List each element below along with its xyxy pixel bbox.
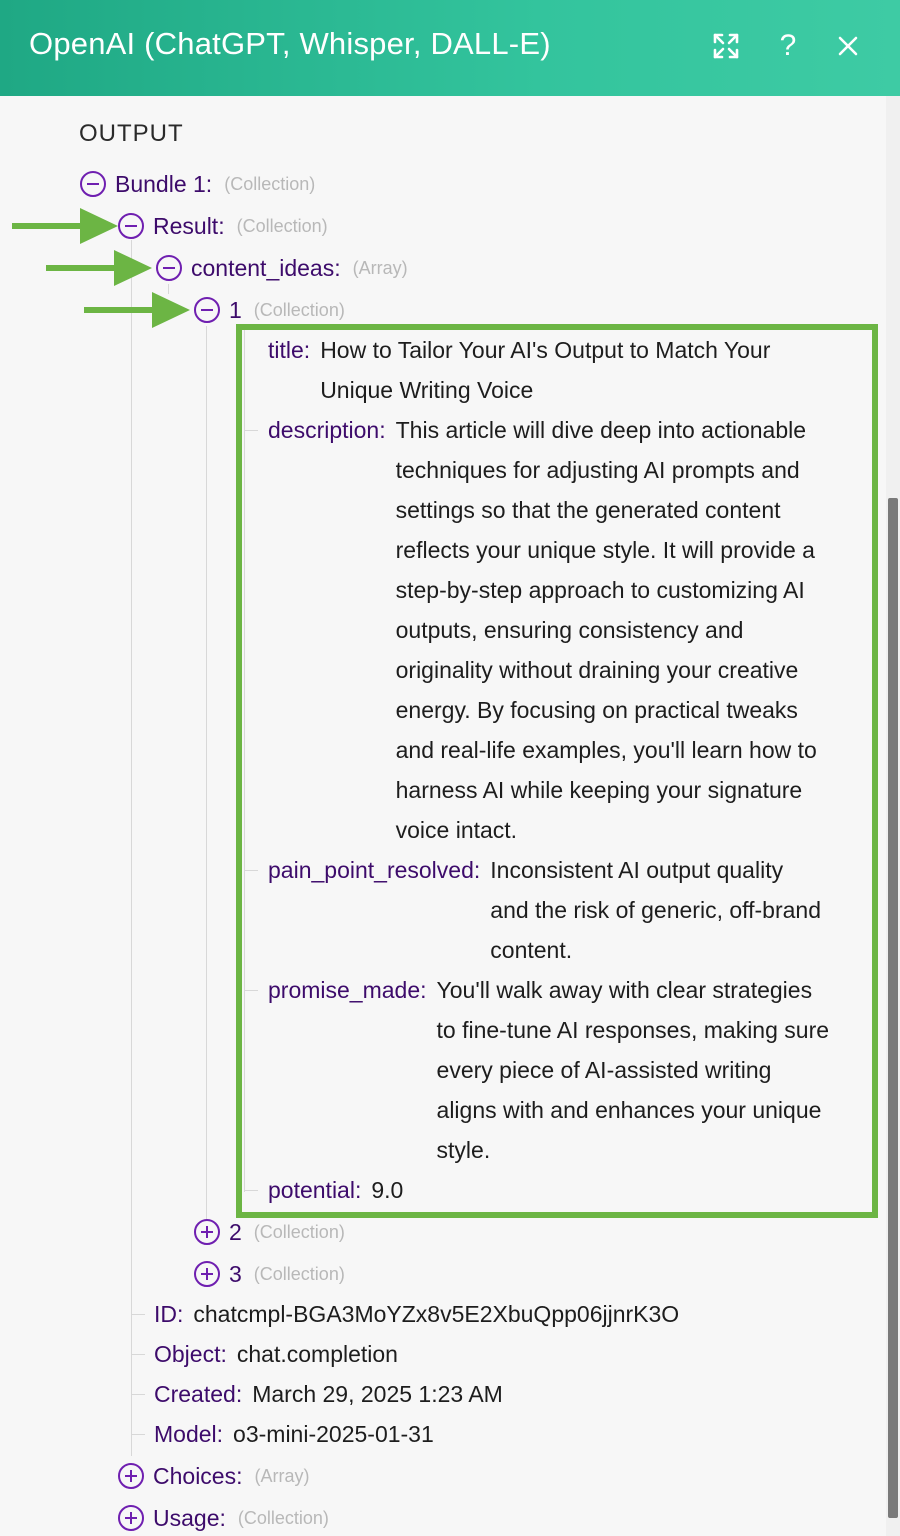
field-value: 9.0 (371, 1177, 404, 1203)
modal-header (0, 0, 900, 96)
field-key: promise_made: (268, 977, 427, 1003)
tree-node-item-3[interactable] (194, 1258, 345, 1290)
expand-arrows-icon (712, 32, 740, 60)
node-key: 2 (229, 1218, 242, 1245)
tree-line (131, 240, 132, 1456)
tree-node-content-ideas[interactable] (156, 252, 408, 284)
value-line: and the risk of generic, off-brand (490, 897, 821, 923)
collapse-circle-icon[interactable] (80, 171, 106, 197)
value-line: How to Tailor Your AI's Output to Match Your (320, 337, 771, 363)
node-key: 1 (229, 296, 242, 323)
plus-circle-icon[interactable] (118, 1463, 144, 1489)
value-line: settings so that the generated content (395, 497, 781, 523)
tree-node-choices[interactable] (118, 1460, 309, 1492)
node-type: (Collection) (236, 215, 328, 236)
field-created (154, 1378, 503, 1410)
node-type: (Collection) (253, 1221, 345, 1242)
value-line: every piece of AI-assisted writing (436, 1057, 772, 1083)
collapse-circle-icon[interactable] (118, 213, 144, 239)
field-key: title: (268, 337, 311, 363)
value-line: style. (436, 1137, 491, 1163)
node-type: (Collection) (237, 1507, 329, 1528)
node-type: (Array) (254, 1465, 310, 1486)
tree-node-bundle-1[interactable] (80, 168, 315, 200)
field-key: pain_point_resolved: (268, 857, 481, 883)
value-line: Inconsistent AI output quality (490, 857, 784, 883)
value-line: harness AI while keeping your signature (395, 777, 803, 803)
value-line: You'll walk away with clear strategies (436, 977, 813, 1003)
annotation-arrow-icon (84, 290, 192, 330)
help-button[interactable] (768, 24, 808, 68)
value-line: and real-life examples, you'll learn how to (395, 737, 817, 763)
value-line: originality without draining your creative (395, 657, 799, 683)
value-line: outputs, ensuring consistency and (395, 617, 744, 643)
field-key: potential: (268, 1177, 362, 1203)
plus-circle-icon[interactable] (194, 1261, 220, 1287)
annotation-arrow-icon (46, 248, 154, 288)
node-type: (Collection) (224, 173, 316, 194)
tree-node-usage[interactable] (118, 1502, 329, 1534)
field-model (154, 1418, 434, 1450)
node-key: 3 (229, 1260, 242, 1287)
expand-button[interactable] (706, 24, 746, 68)
output-section-label: OUTPUT (79, 120, 184, 147)
value-line: content. (490, 937, 573, 963)
collapse-circle-icon[interactable] (156, 255, 182, 281)
tree-line (206, 326, 207, 1220)
tree-line (131, 1394, 145, 1395)
value-line: step-by-step approach to customizing AI (395, 577, 805, 603)
help-icon: ? (779, 29, 797, 62)
field-value: o3-mini-2025-01-31 (233, 1420, 434, 1447)
tree-node-item-1[interactable] (194, 294, 345, 326)
value-line: energy. By focusing on practical tweaks (395, 697, 798, 723)
scrollbar-thumb[interactable] (888, 498, 898, 1518)
tree-line (131, 1354, 145, 1355)
node-key: Bundle 1: (115, 170, 213, 197)
value-line: reflects your unique style. It will provide a (395, 537, 815, 563)
node-key: Choices: (153, 1462, 243, 1489)
value-line: This article will dive deep into actionable (395, 417, 807, 443)
field-value: March 29, 2025 1:23 AM (252, 1380, 503, 1407)
value-line: Unique Writing Voice (320, 377, 534, 403)
field-key: Created: (154, 1380, 243, 1407)
field-key: Object: (154, 1340, 227, 1367)
close-button[interactable] (828, 24, 868, 68)
field-key: description: (268, 417, 386, 443)
tree-line (131, 1434, 145, 1435)
close-icon (837, 35, 859, 57)
plus-circle-icon[interactable] (194, 1219, 220, 1245)
tree-node-result[interactable] (118, 210, 328, 242)
tree-node-item-2[interactable] (194, 1216, 345, 1248)
node-key: Usage: (153, 1504, 226, 1531)
highlight-box (236, 324, 878, 1218)
node-key: content_ideas: (191, 254, 341, 281)
tree-line (131, 1314, 145, 1315)
node-key: Result: (153, 212, 225, 239)
node-type: (Array) (352, 257, 408, 278)
field-value: chat.completion (236, 1340, 398, 1367)
value-line: techniques for adjusting AI prompts and (395, 457, 800, 483)
field-value: chatcmpl-BGA3MoYZx8v5E2XbuQpp06jjnrK3O (193, 1300, 680, 1327)
field-key: ID: (154, 1300, 184, 1327)
node-type: (Collection) (253, 299, 345, 320)
field-object (154, 1338, 398, 1370)
value-line: aligns with and enhances your unique (436, 1097, 822, 1123)
field-key: Model: (154, 1420, 224, 1447)
collapse-circle-icon[interactable] (194, 297, 220, 323)
value-line: to fine-tune AI responses, making sure (436, 1017, 830, 1043)
annotation-arrow-icon (12, 206, 120, 246)
value-line: voice intact. (395, 817, 518, 843)
field-id (154, 1298, 679, 1330)
node-type: (Collection) (253, 1263, 345, 1284)
plus-circle-icon[interactable] (118, 1505, 144, 1531)
module-title: OpenAI (ChatGPT, Whisper, DALL-E) (29, 26, 551, 61)
